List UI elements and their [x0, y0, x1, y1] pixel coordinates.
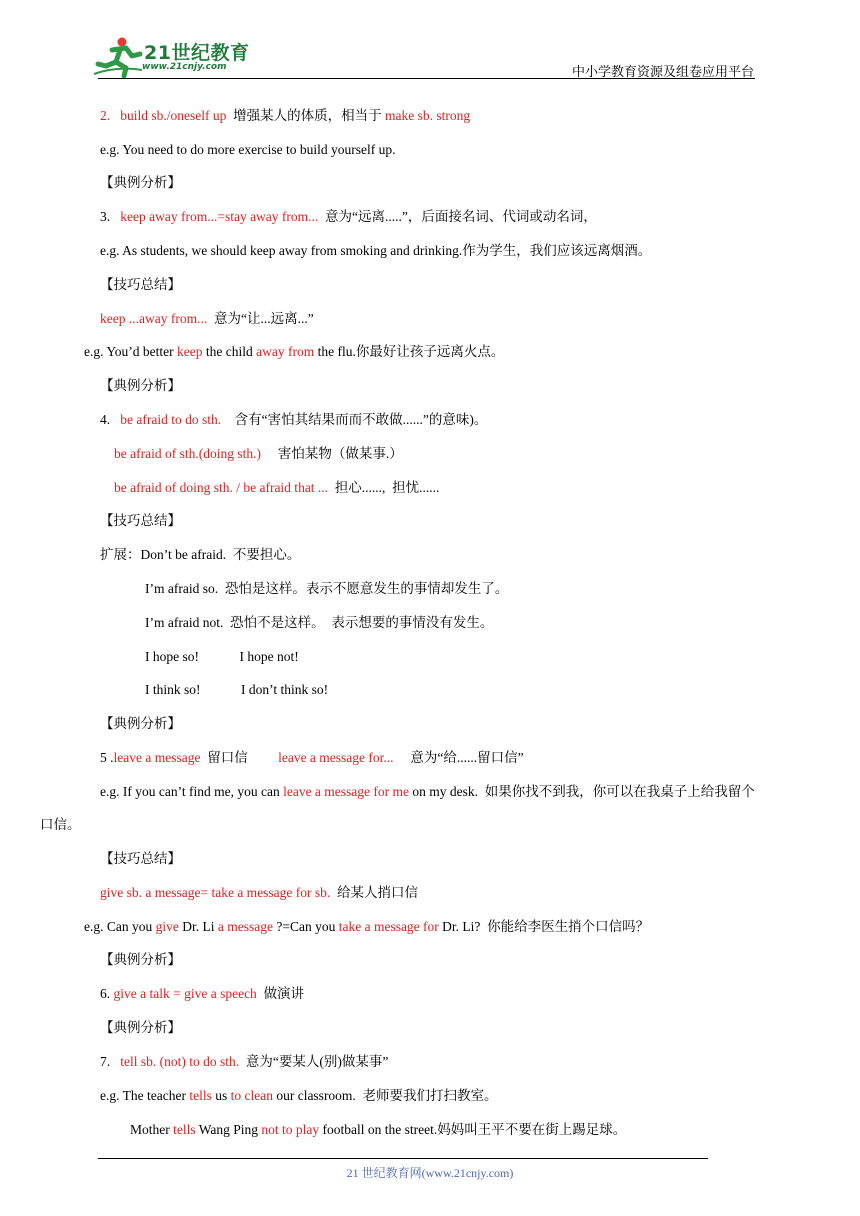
- page-footer[interactable]: 21 世纪教育网(www.21cnjy.com): [346, 1166, 514, 1180]
- highlighted-phrase: tell sb. (not) to do sth.: [120, 1054, 240, 1069]
- text-segment: e.g. If you can’t find me, you can: [100, 784, 284, 799]
- text-segment: Wang Ping: [195, 1122, 262, 1137]
- highlighted-phrase: keep away from...=stay away from...: [120, 209, 319, 224]
- highlighted-phrase: not to play: [261, 1122, 320, 1137]
- highlighted-phrase: a message: [217, 919, 273, 934]
- highlighted-phrase: keep ...away from...: [100, 311, 208, 326]
- site-logo[interactable]: [92, 36, 262, 78]
- text-segment: e.g. You’d better: [84, 344, 177, 359]
- text-line: [145, 614, 493, 632]
- text-segment: 做演讲: [256, 986, 305, 1001]
- highlighted-phrase: be afraid to do sth.: [120, 412, 222, 427]
- text-line: [100, 1087, 498, 1105]
- highlighted-phrase: make sb. strong: [385, 108, 471, 123]
- highlighted-phrase: away from: [256, 344, 315, 359]
- highlighted-phrase: be afraid of doing sth. / be afraid that ...: [114, 480, 329, 495]
- text-line: [114, 445, 403, 463]
- text-line: [100, 276, 181, 294]
- text-segment: I’m afraid so. 恐怕是这样。表示不愿意发生的事情却发生了。: [145, 581, 509, 596]
- text-segment: 5 .: [100, 750, 114, 765]
- text-segment: Mother: [130, 1122, 174, 1137]
- text-segment: 【典例分析】: [100, 716, 181, 731]
- highlighted-phrase: leave a message for me: [283, 784, 410, 799]
- text-segment: Dr. Li? 你能给李医生捎个口信吗？: [438, 919, 650, 934]
- text-segment: e.g. Can you: [84, 919, 156, 934]
- text-segment: I hope so! I hope not!: [145, 649, 299, 664]
- highlighted-phrase: take a message for: [338, 919, 439, 934]
- text-segment: our classroom. 老师要我们打扫教室。: [272, 1088, 498, 1103]
- text-line: [84, 343, 504, 361]
- text-segment: 【技巧总结】: [100, 277, 181, 292]
- text-line: [100, 749, 524, 767]
- text-segment: 【典例分析】: [100, 952, 181, 967]
- text-segment: 3.: [100, 209, 121, 224]
- text-segment: I think so! I don’t think so!: [145, 682, 329, 697]
- text-line: [100, 174, 181, 192]
- text-segment: 增强某人的体质，相当于: [226, 108, 385, 123]
- highlighted-phrase: keep: [177, 344, 203, 359]
- text-line: [40, 816, 81, 834]
- runner-icon: [92, 36, 144, 78]
- highlighted-phrase: leave a message for...: [278, 750, 394, 765]
- text-line: [100, 783, 755, 801]
- highlighted-phrase: leave a message: [113, 750, 201, 765]
- text-line: [145, 681, 328, 699]
- text-segment: 【技巧总结】: [100, 851, 181, 866]
- text-segment: on my desk. 如果你找不到我，你可以在我桌子上给我留个: [409, 784, 755, 799]
- text-line: [100, 107, 470, 125]
- text-segment: I’m afraid not. 恐怕不是这样。 表示想要的事情没有发生。: [145, 615, 494, 630]
- text-line: [100, 715, 181, 733]
- text-segment: Dr. Li: [178, 919, 218, 934]
- text-segment: 给某人捎口信: [330, 885, 419, 900]
- text-segment: 意为“远离.....”，后面接名词、代词或动名词，: [318, 209, 597, 224]
- text-segment: 7.: [100, 1054, 121, 1069]
- text-segment: 意为“要某人(别)做某事”: [239, 1054, 389, 1069]
- text-line: [100, 242, 651, 260]
- text-segment: 4.: [100, 412, 121, 427]
- text-line: [130, 1121, 626, 1139]
- text-segment: 【典例分析】: [100, 1020, 181, 1035]
- text-segment: football on the street.妈妈叫王平不要在街上踢足球。: [319, 1122, 627, 1137]
- text-segment: 含有“害怕其结果而而不敢做......”的意味)。: [221, 412, 488, 427]
- text-segment: 意为“让...远离...”: [207, 311, 314, 326]
- text-segment: 6.: [100, 986, 114, 1001]
- text-line: [114, 479, 439, 497]
- text-line: [100, 208, 597, 226]
- logo-text: 21世纪教育: [144, 42, 250, 64]
- text-segment: 【技巧总结】: [100, 513, 181, 528]
- text-segment: the flu.你最好让孩子远离火点。: [314, 344, 505, 359]
- text-line: [145, 648, 299, 666]
- text-line: [100, 512, 181, 530]
- highlighted-phrase: 2. build sb./oneself up: [100, 108, 227, 123]
- highlighted-phrase: give a talk = give a speech: [113, 986, 257, 1001]
- text-segment: 【典例分析】: [100, 378, 181, 393]
- highlighted-phrase: tells: [189, 1088, 212, 1103]
- text-line: [100, 1019, 181, 1037]
- text-line: [100, 1053, 388, 1071]
- text-line: [100, 377, 181, 395]
- text-line: [100, 884, 418, 902]
- highlighted-phrase: give: [155, 919, 179, 934]
- highlighted-phrase: be afraid of sth.(doing sth.): [114, 446, 261, 461]
- text-segment: 担心......, 担忧......: [328, 480, 440, 495]
- text-line: [100, 310, 314, 328]
- text-line: [100, 546, 300, 564]
- text-segment: 害怕某物（做某事.）: [260, 446, 403, 461]
- text-segment: 扩展：Don’t be afraid. 不要担心。: [100, 547, 301, 562]
- text-segment: 【典例分析】: [100, 175, 181, 190]
- text-segment: e.g. You need to do more exercise to build yourself up.: [100, 142, 396, 157]
- text-segment: 留口信: [200, 750, 279, 765]
- highlighted-phrase: give sb. a message= take a message for sb.: [100, 885, 331, 900]
- text-line: [100, 141, 395, 159]
- text-line: [100, 951, 181, 969]
- platform-title: 中小学教育资源及组卷应用平台: [571, 64, 754, 79]
- logo-url: www.21cnjy.com: [142, 62, 227, 72]
- text-line: [100, 411, 487, 429]
- text-segment: e.g. The teacher: [100, 1088, 190, 1103]
- text-line: [100, 850, 181, 868]
- page-header: [0, 0, 860, 80]
- text-segment: 口信。: [40, 817, 81, 832]
- footer-divider: [98, 1158, 708, 1159]
- text-segment: ?=Can you: [272, 919, 339, 934]
- text-segment: us: [211, 1088, 231, 1103]
- text-segment: 意为“给......留口信”: [393, 750, 524, 765]
- text-line: [145, 580, 508, 598]
- header-divider: [98, 78, 755, 79]
- highlighted-phrase: to clean: [230, 1088, 273, 1103]
- text-line: [100, 985, 304, 1003]
- highlighted-phrase: tells: [173, 1122, 196, 1137]
- text-line: [84, 918, 649, 936]
- text-segment: e.g. As students, we should keep away from smoking and drinking.作为学生，我们应该远离烟酒。: [100, 243, 652, 258]
- text-segment: the child: [202, 344, 257, 359]
